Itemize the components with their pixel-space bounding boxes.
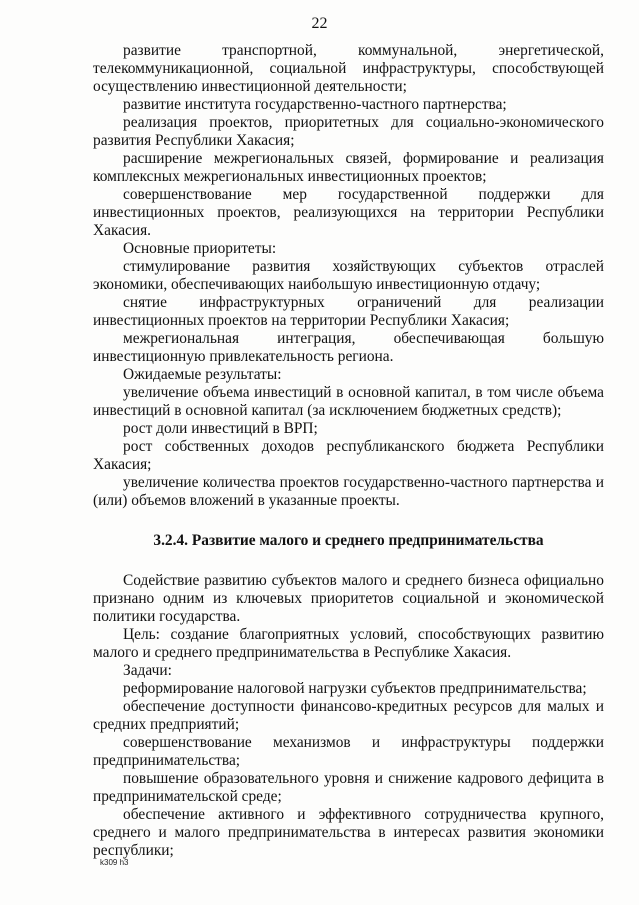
section-heading: 3.2.4. Развитие малого и среднего предпринимательства bbox=[153, 532, 544, 549]
paragraph: реализация проектов, приоритетных для социально-экономического развития Республики Хакасия; bbox=[93, 114, 604, 149]
footer-code: k309 h3 bbox=[100, 858, 129, 867]
paragraph: реформирование налоговой нагрузки субъектов предпринимательства; bbox=[123, 680, 587, 697]
paragraph: увеличение объема инвестиций в основной капитал, в том числе объема инвестиций в основной капитал (за исключением бюджетных средств); bbox=[93, 384, 604, 419]
paragraph: Цель: создание благоприятных условий, способствующих развитию малого и среднего предпринимательства в Республике Хакасия. bbox=[93, 626, 604, 661]
page-content bbox=[93, 42, 604, 860]
paragraph: рост собственных доходов республиканского бюджета Республики Хакасия; bbox=[93, 438, 604, 473]
paragraph: Задачи: bbox=[123, 662, 172, 679]
paragraph: Основные приоритеты: bbox=[123, 240, 277, 257]
paragraph: расширение межрегиональных связей, формирование и реализация комплексных межрегиональных инвестиционных проектов; bbox=[93, 150, 604, 185]
paragraph: совершенствование мер государственной поддержки для инвестиционных проектов, реализующихся на территории Республики Хакасия. bbox=[93, 186, 604, 239]
page-number: 22 bbox=[311, 15, 328, 32]
paragraph: рост доли инвестиций в ВРП; bbox=[123, 420, 318, 437]
paragraph: совершенствование механизмов и инфраструктуры поддержки предпринимательства; bbox=[93, 734, 604, 769]
paragraph: стимулирование развития хозяйствующих субъектов отраслей экономики, обеспечивающих наибольшую инвестиционную отдачу; bbox=[93, 258, 604, 293]
paragraph: снятие инфраструктурных ограничений для реализации инвестиционных проектов на территории Республики Хакасия; bbox=[93, 294, 604, 329]
paragraph: повышение образовательного уровня и снижение кадрового дефицита в предпринимательской среде; bbox=[93, 770, 604, 805]
paragraph: обеспечение активного и эффективного сотрудничества крупного, среднего и малого предпринимательства в интересах развития экономики республики; bbox=[93, 806, 604, 859]
paragraph: Содействие развитию субъектов малого и среднего бизнеса официально признано одним из ключевых приоритетов социальной и экономической политики государства. bbox=[93, 572, 604, 625]
paragraph: увеличение количества проектов государственно-частного партнерства и (или) объемов вложений в указанные проекты. bbox=[93, 474, 604, 509]
paragraph: развитие института государственно-частного партнерства; bbox=[123, 96, 507, 113]
paragraph: межрегиональная интеграция, обеспечивающая большую инвестиционную привлекательность региона. bbox=[93, 330, 604, 365]
paragraph: развитие транспортной, коммунальной, энергетической, телекоммуникационной, социальной инфраструктуры, способствующей осуществлению инвестиционной деятельности; bbox=[93, 42, 604, 95]
paragraph: Ожидаемые результаты: bbox=[123, 366, 282, 383]
paragraph: обеспечение доступности финансово-кредитных ресурсов для малых и средних предприятий; bbox=[93, 698, 604, 733]
